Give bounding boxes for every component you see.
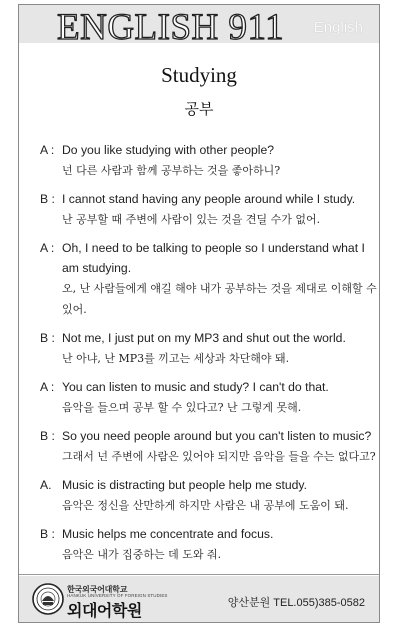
- speaker-label: A.: [40, 478, 52, 492]
- korean-line: 오, 난 사람들에게 얘길 해야 내가 공부하는 것을 제대로 이해할 수 있어.: [62, 282, 377, 316]
- dialog-entry: [40, 189, 380, 230]
- english-line: Music is distracting but people help me study.: [62, 478, 307, 492]
- korean-line: 음악은 정신을 산만하게 하지만 사람은 내 공부에 도움이 돼.: [62, 499, 349, 512]
- english-line: Music helps me concentrate and focus.: [62, 527, 274, 541]
- english-line: You can listen to music and study? I can't do that.: [62, 380, 329, 394]
- speaker-label: B :: [40, 192, 55, 206]
- dialog-entry: [40, 238, 380, 320]
- dialog-entry: [40, 426, 380, 467]
- university-name: 한국외국어대학교: [67, 585, 128, 594]
- korean-line: 난 공부할 때 주변에 사람이 있는 것을 견딜 수가 없어.: [62, 213, 321, 226]
- academy-name: 외대어학원: [67, 603, 142, 620]
- korean-line: 그래서 넌 주변에 사람은 있어야 되지만 음악을 들을 수는 없다고?: [62, 450, 376, 463]
- dialog-entry: [40, 377, 380, 418]
- lesson-title: Studying: [161, 63, 237, 87]
- dialog-entry: [40, 524, 380, 565]
- speaker-label: B :: [40, 331, 55, 345]
- english-line: Oh, I need to be talking to people so I understand what I am studying.: [62, 241, 365, 275]
- speaker-label: A :: [40, 380, 55, 394]
- speaker-label: A :: [40, 143, 55, 157]
- english-line: Do you like studying with other people?: [62, 143, 275, 157]
- language-label: English: [313, 19, 363, 36]
- dialog: [40, 140, 380, 573]
- dialog-entry: [40, 328, 380, 369]
- footer: [19, 576, 379, 622]
- speaker-label: A :: [40, 241, 55, 255]
- header-band: [19, 5, 379, 48]
- english-line: I cannot stand having any people around while I study.: [62, 192, 356, 206]
- brand-title: ENGLISH 911: [57, 7, 285, 48]
- university-english-name: HANKUK UNIVERSITY OF FOREIGN STUDIES: [67, 593, 168, 598]
- korean-line: 음악은 내가 집중하는 데 도와 줘.: [62, 548, 222, 561]
- speaker-label: B :: [40, 527, 55, 541]
- english-line: So you need people around but you can't listen to music?: [62, 429, 372, 443]
- korean-line: 넌 다른 사람과 함께 공부하는 것을 좋아하니?: [62, 164, 281, 177]
- lesson-subtitle: 공부: [184, 100, 214, 118]
- korean-line: 음악을 들으며 공부 할 수 있다고? 난 그렇게 못해.: [62, 401, 302, 414]
- english-line: Not me, I just put on my MP3 and shut out the world.: [62, 331, 346, 345]
- dialog-entry: [40, 475, 380, 516]
- korean-line: 난 아냐, 난 MP3를 끼고는 세상과 차단해야 돼.: [62, 352, 290, 365]
- footer-divider: [19, 574, 379, 575]
- dialog-entry: [40, 140, 380, 181]
- branch-contact: 양산분원 TEL.055)385-0582: [227, 597, 365, 609]
- speaker-label: B :: [40, 429, 55, 443]
- university-seal-icon: [32, 583, 64, 615]
